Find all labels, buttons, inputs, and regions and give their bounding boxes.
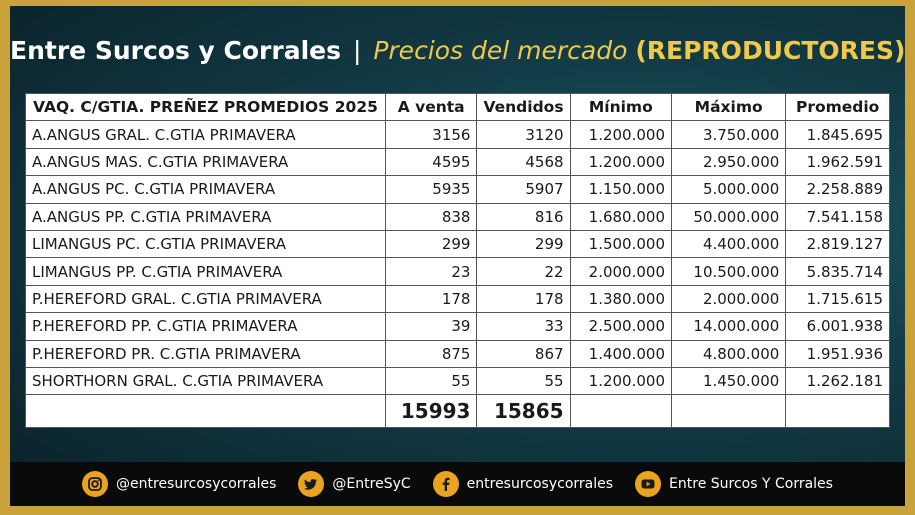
row-promedio: 1.951.936	[786, 340, 890, 367]
column-header-category: VAQ. C/GTIA. PREÑEZ PROMEDIOS 2025	[26, 94, 386, 121]
row-a-venta: 4595	[385, 148, 477, 175]
table-header-row	[26, 94, 890, 121]
column-header-vendidos: Vendidos	[477, 94, 570, 121]
social-instagram[interactable]	[82, 471, 276, 497]
price-card	[10, 6, 905, 506]
page-title	[10, 36, 905, 65]
totals-empty-cell	[570, 395, 671, 428]
social-youtube[interactable]	[635, 471, 833, 497]
social-twitter[interactable]	[298, 471, 410, 497]
row-vendidos: 5907	[477, 176, 570, 203]
row-promedio: 5.835.714	[786, 258, 890, 285]
table-row	[26, 121, 890, 148]
table-row	[26, 367, 890, 394]
youtube-icon	[635, 471, 661, 497]
row-maximo: 10.500.000	[672, 258, 786, 285]
row-maximo: 4.400.000	[672, 230, 786, 257]
social-facebook[interactable]	[433, 471, 613, 497]
row-minimo: 2.000.000	[570, 258, 671, 285]
row-promedio: 2.258.889	[786, 176, 890, 203]
row-category: A.ANGUS PC. C.GTIA PRIMAVERA	[26, 176, 386, 203]
row-maximo: 2.000.000	[672, 285, 786, 312]
total-vendidos: 15865	[477, 395, 570, 428]
row-promedio: 1.262.181	[786, 367, 890, 394]
row-maximo: 14.000.000	[672, 313, 786, 340]
title-subtitle: Precios del mercado	[373, 36, 628, 65]
instagram-handle: @entresurcosycorrales	[116, 476, 277, 492]
youtube-channel: Entre Surcos Y Corrales	[669, 476, 833, 492]
row-maximo: 3.750.000	[672, 121, 786, 148]
column-header-minimo: Mínimo	[570, 94, 671, 121]
row-a-venta: 3156	[385, 121, 477, 148]
twitter-icon	[298, 471, 324, 497]
column-header-promedio: Promedio	[786, 94, 890, 121]
row-maximo: 4.800.000	[672, 340, 786, 367]
row-a-venta: 178	[385, 285, 477, 312]
row-minimo: 1.200.000	[570, 367, 671, 394]
instagram-icon	[82, 471, 108, 497]
table-row	[26, 340, 890, 367]
table-row	[26, 203, 890, 230]
row-category: A.ANGUS PP. C.GTIA PRIMAVERA	[26, 203, 386, 230]
totals-empty-cell	[26, 395, 386, 428]
row-promedio: 1.845.695	[786, 121, 890, 148]
table-row	[26, 313, 890, 340]
table-row	[26, 230, 890, 257]
row-a-venta: 875	[385, 340, 477, 367]
row-a-venta: 39	[385, 313, 477, 340]
row-maximo: 1.450.000	[672, 367, 786, 394]
row-maximo: 2.950.000	[672, 148, 786, 175]
row-maximo: 50.000.000	[672, 203, 786, 230]
row-minimo: 1.680.000	[570, 203, 671, 230]
row-vendidos: 3120	[477, 121, 570, 148]
row-promedio: 2.819.127	[786, 230, 890, 257]
row-a-venta: 299	[385, 230, 477, 257]
title-tag: (REPRODUCTORES)	[635, 36, 905, 65]
row-vendidos: 299	[477, 230, 570, 257]
row-minimo: 1.400.000	[570, 340, 671, 367]
table-row	[26, 148, 890, 175]
row-minimo: 1.380.000	[570, 285, 671, 312]
facebook-handle: entresurcosycorrales	[466, 476, 614, 492]
row-minimo: 1.150.000	[570, 176, 671, 203]
row-category: A.ANGUS MAS. C.GTIA PRIMAVERA	[26, 148, 386, 175]
row-a-venta: 838	[385, 203, 477, 230]
row-vendidos: 4568	[477, 148, 570, 175]
row-category: A.ANGUS GRAL. C.GTIA PRIMAVERA	[26, 121, 386, 148]
title-separator: |	[352, 36, 362, 65]
row-a-venta: 55	[385, 367, 477, 394]
table-row	[26, 285, 890, 312]
row-a-venta: 23	[385, 258, 477, 285]
row-category: LIMANGUS PC. C.GTIA PRIMAVERA	[26, 230, 386, 257]
row-minimo: 1.500.000	[570, 230, 671, 257]
row-minimo: 1.200.000	[570, 121, 671, 148]
row-minimo: 1.200.000	[570, 148, 671, 175]
facebook-icon	[433, 471, 459, 497]
row-promedio: 1.962.591	[786, 148, 890, 175]
row-category: SHORTHORN GRAL. C.GTIA PRIMAVERA	[26, 367, 386, 394]
row-vendidos: 55	[477, 367, 570, 394]
totals-row	[26, 395, 890, 428]
table-row	[26, 176, 890, 203]
row-category: P.HEREFORD GRAL. C.GTIA PRIMAVERA	[26, 285, 386, 312]
table-row	[26, 258, 890, 285]
row-a-venta: 5935	[385, 176, 477, 203]
row-vendidos: 816	[477, 203, 570, 230]
twitter-handle: @EntreSyC	[332, 476, 411, 492]
row-minimo: 2.500.000	[570, 313, 671, 340]
row-promedio: 7.541.158	[786, 203, 890, 230]
row-vendidos: 178	[477, 285, 570, 312]
table-body	[26, 121, 890, 428]
totals-empty-cell	[786, 395, 890, 428]
column-header-a-venta: A venta	[385, 94, 477, 121]
totals-empty-cell	[672, 395, 786, 428]
social-footer	[10, 462, 905, 506]
row-vendidos: 867	[477, 340, 570, 367]
row-category: LIMANGUS PP. C.GTIA PRIMAVERA	[26, 258, 386, 285]
row-vendidos: 22	[477, 258, 570, 285]
row-category: P.HEREFORD PP. C.GTIA PRIMAVERA	[26, 313, 386, 340]
row-promedio: 6.001.938	[786, 313, 890, 340]
brand-title: Entre Surcos y Corrales	[10, 36, 341, 65]
total-a-venta: 15993	[385, 395, 477, 428]
row-maximo: 5.000.000	[672, 176, 786, 203]
price-table	[25, 93, 890, 428]
column-header-maximo: Máximo	[672, 94, 786, 121]
row-promedio: 1.715.615	[786, 285, 890, 312]
row-vendidos: 33	[477, 313, 570, 340]
row-category: P.HEREFORD PR. C.GTIA PRIMAVERA	[26, 340, 386, 367]
